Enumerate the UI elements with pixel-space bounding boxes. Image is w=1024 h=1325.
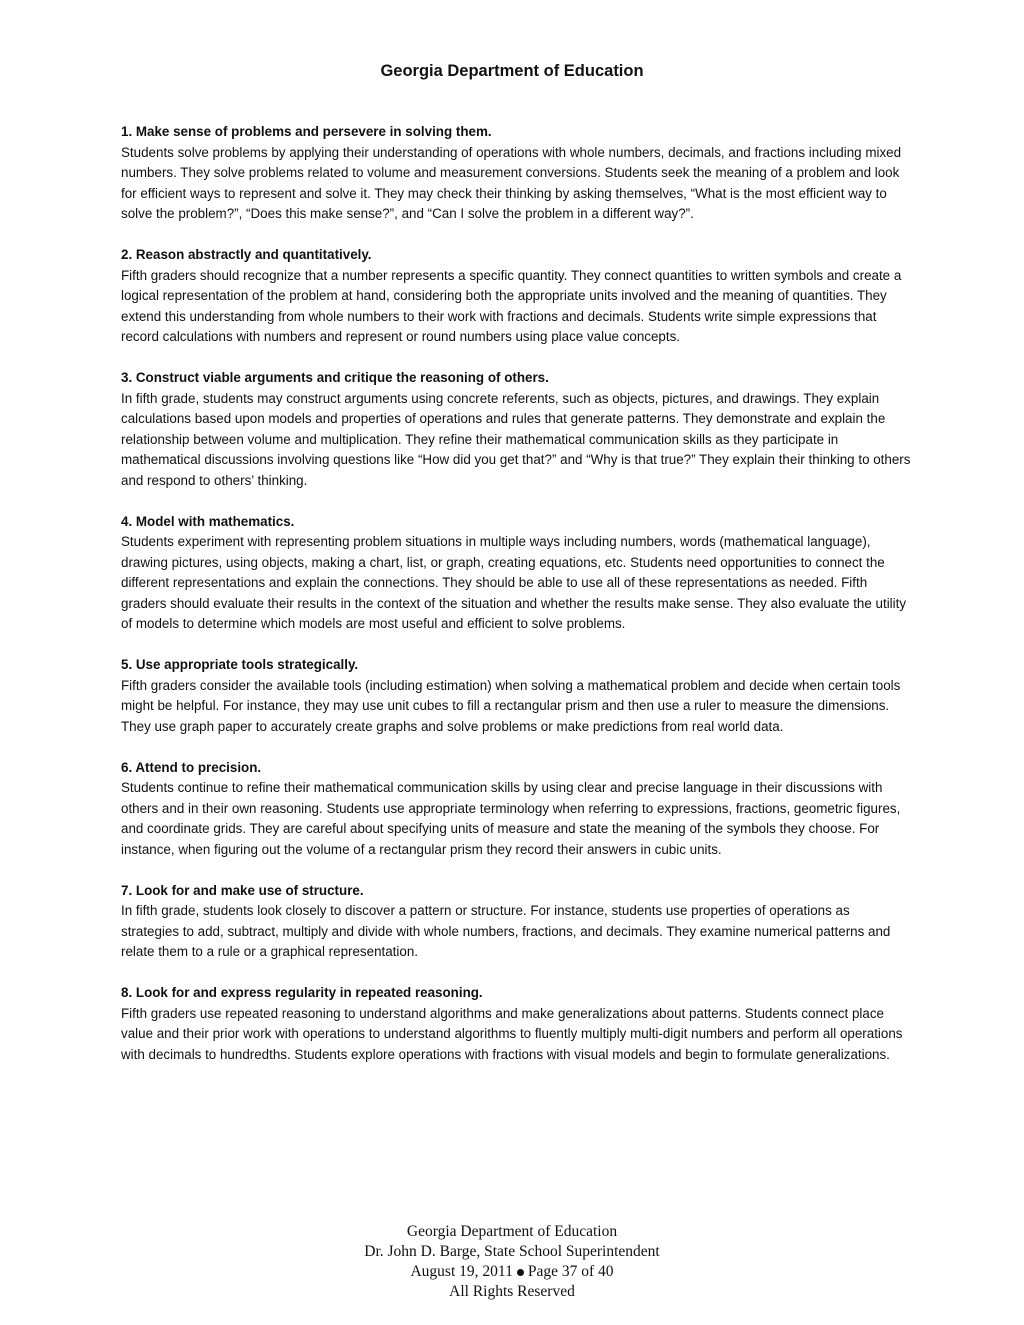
section-2 [121,245,911,348]
footer-rights: All Rights Reserved [449,1283,575,1300]
section-1 [121,122,911,225]
section-body: Fifth graders consider the available tools (including estimation) when solving a mathematical problem and decide when certain tools might be helpful. For instance, they may use unit cubes to fill a rectangular prism and then use a ruler to measure the dimensions. They use graph paper to accurately create graphs and solve problems or make predictions from real world data. [121,677,901,734]
section-8 [121,983,911,1065]
section-body: Students solve problems by applying their understanding of operations with whole numbers, decimals, and fractions including mixed numbers. They solve problems related to volume and measurement conversions. Students seek the meaning of a problem and look for efficient ways to represent and solve it. They may check their thinking by asking themselves, “What is the most efficient way to solve the problem?”, “Does this make sense?”, and “Can I solve the problem in a different way?”. [121,144,902,221]
section-body: In fifth grade, students may construct arguments using concrete referents, such as objects, pictures, and drawings. They explain calculations based upon models and properties of operations and rules that generate patterns. They demonstrate and explain the relationship between volume and multiplication. They refine their mathematical communication skills as they participate in mathematical discussions involving questions like “How did you get that?” and “Why is that true?” They explain their thinking to others and respond to others’ thinking. [121,390,911,488]
page-header [0,62,1024,81]
section-3 [121,368,911,491]
bullet-separator-icon [517,1269,524,1276]
section-6 [121,758,911,861]
section-heading: 3. Construct viable arguments and critique the reasoning of others. [121,370,549,385]
document-body [121,122,911,1086]
section-heading: 7. Look for and make use of structure. [121,882,364,898]
section-7 [121,881,911,963]
section-heading: 1. Make sense of problems and persevere in solving them. [121,124,492,139]
footer-superintendent: Dr. John D. Barge, State School Superintendent [364,1243,660,1260]
page-footer [0,1222,1024,1302]
section-body: In fifth grade, students look closely to discover a pattern or structure. For instance, students use properties of operations as strategies to add, subtract, multiply and divide with whole numbers, fractions, and decimals. They examine numerical patterns and relate them to a rule or a graphical representation. [121,903,891,959]
footer-org: Georgia Department of Education [406,1223,618,1240]
section-heading: 8. Look for and express regularity in repeated reasoning. [121,985,483,1000]
section-body: Fifth graders use repeated reasoning to understand algorithms and make generalizations about patterns. Students connect place value and their prior work with operations to understand algorithms to fluently multiply multi-digit numbers and perform all operations with decimals to hundredths. Students explore operations with fractions with visual models and begin to formulate generalizations. [121,1005,903,1062]
section-body: Students continue to refine their mathematical communication skills by using clear and precise language in their discussions with others and in their own reasoning. Students use appropriate terminology when referring to expressions, fractions, geometric figures, and coordinate grids. They are careful about specifying units of measure and state the meaning of the symbols they choose. For instance, when figuring out the volume of a rectangular prism they record their answers in cubic units. [121,780,901,857]
section-4 [121,512,911,635]
footer-date-page [0,1262,1024,1282]
section-heading: 5. Use appropriate tools strategically. [121,657,359,672]
page-title: Georgia Department of Education [380,62,644,80]
section-body: Students experiment with representing problem situations in multiple ways including numbers, words (mathematical language), drawing pictures, using objects, making a chart, list, or graph, creating equations, etc. Students need opportunities to connect the different representations and explain the connections. They should be able to use all of these representations as needed. Fifth graders should evaluate their results in the context of the situation and whether the results make sense. They also evaluate the utility of models to determine which models are most useful and efficient to solve problems. [121,534,907,631]
section-heading: 2. Reason abstractly and quantitatively. [121,247,372,262]
footer-page-number: Page 37 of 40 [527,1263,614,1280]
section-heading: 6. Attend to precision. [121,759,262,775]
section-heading: 4. Model with mathematics. [121,513,295,529]
section-5 [121,655,911,737]
footer-date: August 19, 2011 [410,1263,513,1280]
section-body: Fifth graders should recognize that a number represents a specific quantity. They connect quantities to written symbols and create a logical representation of the problem at hand, considering both the appropriate units involved and the meaning of quantities. They extend this understanding from whole numbers to their work with fractions and decimals. Students write simple expressions that record calculations with numbers and represent or round numbers using place value concepts. [121,267,902,344]
